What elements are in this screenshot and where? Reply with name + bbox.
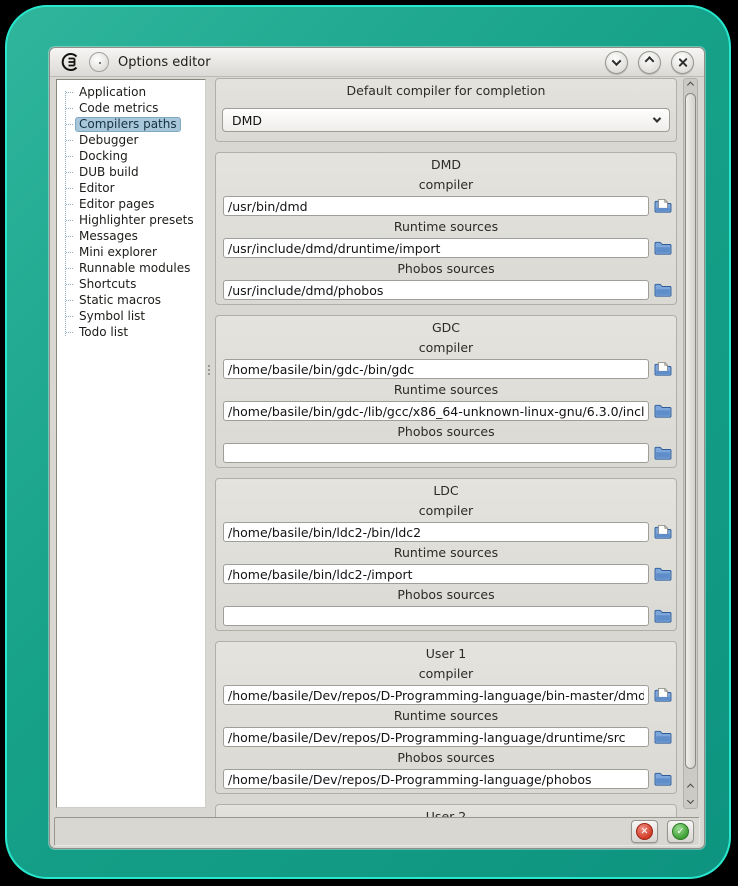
field-label: Phobos sources [397,261,495,276]
field-row [223,727,672,747]
dialog-button-bar [54,817,700,846]
gdc-runtime-sources-input[interactable] [223,401,649,421]
tree-connector [66,124,73,125]
tree-connector [66,172,73,173]
sidebar-item-messages[interactable] [62,228,203,244]
folder-select-icon[interactable] [654,445,672,461]
field-label: Phobos sources [397,587,495,602]
coedit-logo-icon [60,52,80,72]
sidebar-item-debugger[interactable] [62,132,203,148]
field-label: Runtime sources [393,708,499,723]
section-user-1 [215,641,677,794]
title-bar[interactable] [50,48,704,77]
user-1-phobos-sources-input[interactable] [223,769,649,789]
field-label: compiler [418,666,474,681]
field-label: Runtime sources [393,219,499,234]
sidebar-item-editor-pages[interactable] [62,196,203,212]
scroll-up-button[interactable] [684,80,697,93]
field-row [223,606,672,626]
default-compiler-title: Default compiler for completion [346,83,546,98]
file-select-icon[interactable] [654,524,672,540]
dmd-runtime-sources-input[interactable] [223,238,649,258]
sidebar-item-label: Application [79,84,147,99]
ldc-compiler-input[interactable] [223,522,649,542]
sidebar-item-docking[interactable] [62,148,203,164]
tree-connector [66,140,73,141]
default-compiler-combobox[interactable] [222,108,670,132]
tree-connector [66,268,73,269]
tree-connector [66,220,73,221]
file-select-icon[interactable] [654,198,672,214]
tree-connector [66,252,73,253]
section-title: LDC [433,483,459,498]
desktop-frame [5,5,731,879]
field-label: compiler [418,340,474,355]
dmd-phobos-sources-input[interactable] [223,280,649,300]
folder-select-icon[interactable] [654,771,672,787]
maximize-button[interactable] [638,51,661,74]
tree-connector [66,204,73,205]
chevron-down-icon [612,56,622,66]
sidebar-item-shortcuts[interactable] [62,276,203,292]
field-row [223,769,672,789]
chevron-down-icon [653,114,661,122]
sidebar-item-dub-build[interactable] [62,164,203,180]
default-compiler-groupbox [215,78,677,142]
tree-connector [66,316,73,317]
chevron-up-icon [687,82,694,89]
sidebar-item-label: DUB build [79,164,139,179]
folder-select-icon[interactable] [654,566,672,582]
field-row [223,522,672,542]
field-row [223,443,672,463]
chevron-down-icon [687,797,694,804]
sidebar-item-label: Debugger [79,132,139,147]
section-gdc [215,315,677,468]
tree-connector [66,156,73,157]
section-title: User 1 [425,646,467,661]
field-row [223,685,672,705]
chevron-up-icon [645,56,655,66]
accept-button[interactable] [667,820,694,843]
sidebar-item-label: Mini explorer [79,244,157,259]
options-editor-window [49,47,705,849]
sidebar-item-mini-explorer[interactable] [62,244,203,260]
folder-select-icon[interactable] [654,240,672,256]
folder-select-icon[interactable] [654,729,672,745]
field-label: Runtime sources [393,545,499,560]
field-label: compiler [418,177,474,192]
sidebar-item-runnable-modules[interactable] [62,260,203,276]
tree-connector [66,188,73,189]
gdc-phobos-sources-input[interactable] [223,443,649,463]
folder-select-icon[interactable] [654,403,672,419]
sidebar-item-editor[interactable] [62,180,203,196]
tree-connector [66,300,73,301]
field-row [223,238,672,258]
section-dmd [215,152,677,305]
folder-select-icon[interactable] [654,282,672,298]
tree-connector [66,284,73,285]
sidebar-item-label: Symbol list [79,308,146,323]
user-1-compiler-input[interactable] [223,685,649,705]
tree-connector [66,236,73,237]
user-1-runtime-sources-input[interactable] [223,727,649,747]
sidebar-item-symbol-list[interactable] [62,308,203,324]
compiler-sections [212,152,682,831]
sidebar-item-label: Code metrics [79,100,159,115]
scroll-down-button[interactable] [684,794,697,807]
sidebar-item-static-macros[interactable] [62,292,203,308]
sidebar-item-application[interactable] [62,84,203,100]
sidebar-item-label: Static macros [79,292,162,307]
tree-connector [66,332,73,333]
sidebar-item-label: Compilers paths [75,117,181,132]
tree-connector [66,92,73,93]
sidebar-item-highlighter-presets[interactable] [62,212,203,228]
tree-connector [66,108,73,109]
sidebar-item-compilers-paths[interactable] [62,116,203,132]
sidebar-item-todo-list[interactable] [62,324,203,340]
field-label: Phobos sources [397,750,495,765]
field-label: Runtime sources [393,382,499,397]
sidebar-item-label: Editor [79,180,115,195]
sidebar-item-label: Highlighter presets [79,212,194,227]
file-select-icon[interactable] [654,361,672,377]
dmd-compiler-input[interactable] [223,196,649,216]
section-title: DMD [430,157,462,172]
sidebar-item-label: Runnable modules [79,260,191,275]
window-menu-button[interactable] [89,52,109,72]
field-row [223,280,672,300]
sidebar-item-label: Messages [79,228,138,243]
ldc-phobos-sources-input[interactable] [223,606,649,626]
field-row [223,401,672,421]
section-title: GDC [431,320,461,335]
field-row [223,196,672,216]
section-ldc [215,478,677,631]
options-category-list [56,79,206,808]
vertical-scrollbar[interactable] [683,78,698,809]
file-select-icon[interactable] [654,687,672,703]
cancel-button[interactable] [631,820,658,843]
close-icon [677,57,688,68]
sidebar-item-label: Editor pages [79,196,155,211]
sidebar-item-label: Todo list [79,324,129,339]
default-compiler-value: DMD [232,112,263,128]
gdc-compiler-input[interactable] [223,359,649,379]
window-title: Options editor [118,54,211,70]
scroll-thumb[interactable] [685,93,696,769]
sidebar-item-label: Docking [79,148,128,163]
close-button[interactable] [671,51,694,74]
options-tree [57,80,205,340]
accept-icon: ✓ [672,823,689,840]
sidebar-item-label: Shortcuts [79,276,137,291]
sidebar-item-code-metrics[interactable] [62,100,203,116]
compilers-paths-page [212,78,682,815]
folder-select-icon[interactable] [654,608,672,624]
window-controls [605,51,694,74]
cancel-icon: ✕ [636,823,653,840]
field-row [223,359,672,379]
ldc-runtime-sources-input[interactable] [223,564,649,584]
field-label: compiler [418,503,474,518]
chevron-up-icon [687,784,694,791]
field-row [223,564,672,584]
field-label: Phobos sources [397,424,495,439]
minimize-button[interactable] [605,51,628,74]
